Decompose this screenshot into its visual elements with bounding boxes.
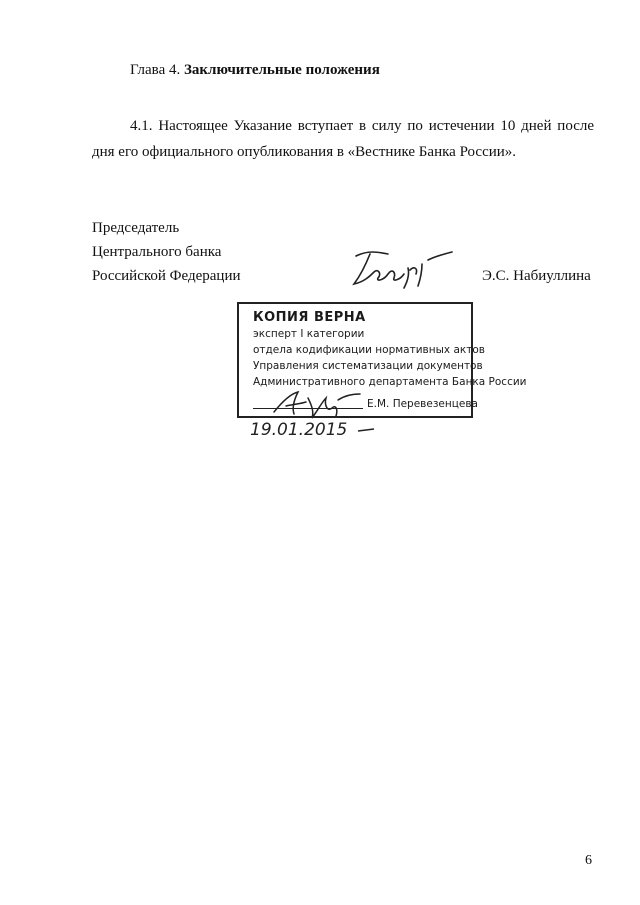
handwritten-date xyxy=(246,417,376,441)
stamp-line-4: Административного департамента Банка России xyxy=(253,376,527,388)
chapter-title: Заключительные положения xyxy=(183,62,380,78)
chapter-heading xyxy=(130,60,380,80)
signatory-name: Э.С. Набиуллина xyxy=(482,268,591,284)
page-number: 6 xyxy=(585,853,592,868)
signatory-line-2: Центрального банка xyxy=(92,244,222,260)
handwritten-signature xyxy=(348,246,460,290)
chapter-label: Глава 4. xyxy=(130,62,181,78)
stamp-signer: Е.М. Перевезенцева xyxy=(367,398,478,410)
stamp-line-3: Управления систематизации документов xyxy=(253,360,483,372)
svg-text:19.01.2015: 19.01.2015 xyxy=(250,420,348,440)
signatory-title xyxy=(92,216,241,288)
paragraph-4-1: 4.1. Настоящее Указание вступает в силу по истечении 10 дней после дня его официального опубликования в «Вестнике Банка России». xyxy=(92,118,594,160)
stamp-title: КОПИЯ ВЕРНА xyxy=(253,310,366,325)
stamp-line-2: отдела кодификации нормативных актов xyxy=(253,344,485,356)
stamp-line-1: эксперт I категории xyxy=(253,328,365,340)
signatory-line-1: Председатель xyxy=(92,220,180,236)
signatory-line-3: Российской Федерации xyxy=(92,268,241,284)
